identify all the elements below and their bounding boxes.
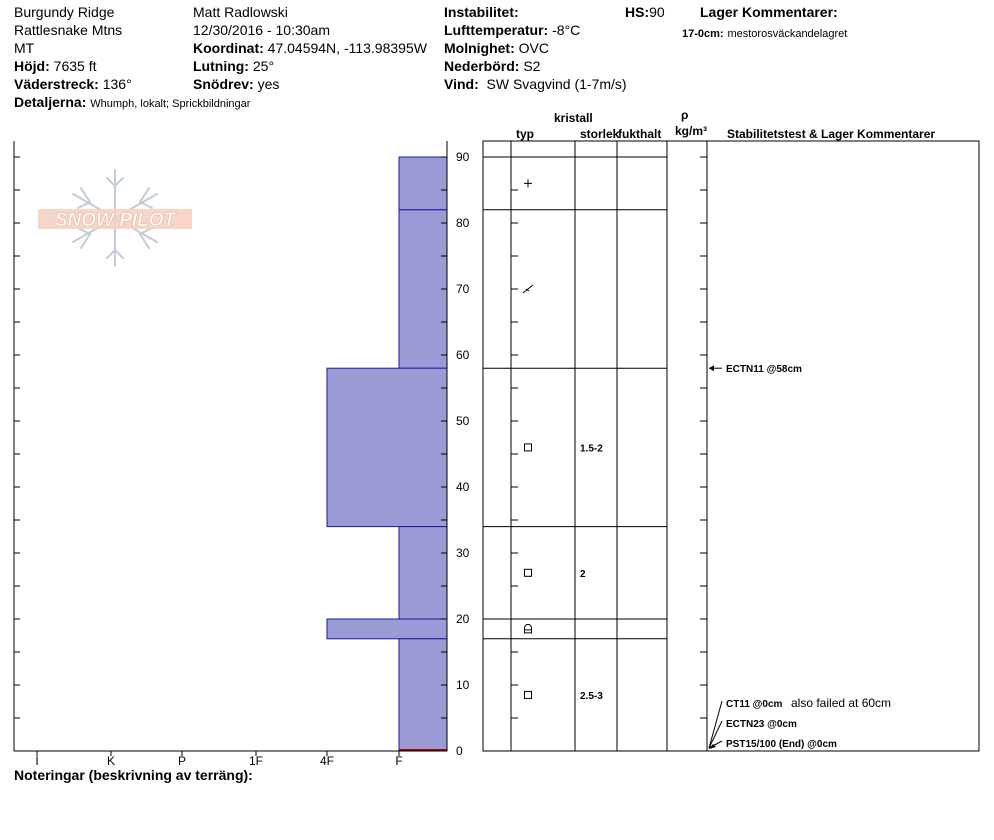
grain-type-square-icon [525, 569, 532, 576]
coordinates-label: Koordinat: [193, 40, 264, 56]
y-tick-label: 50 [456, 414, 470, 428]
wind-drift-label: Snödrev: [193, 76, 254, 92]
notes-label: Noteringar (beskrivning av terräng): [14, 767, 253, 783]
sky-cover-value: OVC [518, 40, 549, 56]
details-label: Detaljerna: [14, 94, 87, 110]
logo-text: SNOW PILOT [54, 210, 176, 231]
moisture-header: fukthalt [618, 127, 662, 141]
x-tick-label: I [35, 754, 39, 768]
y-tick-label: 20 [456, 612, 470, 626]
hs-label: HS: [625, 4, 650, 20]
observer: Matt Radlowski [193, 4, 288, 20]
date-time: 12/30/2016 - 10:30am [193, 22, 330, 38]
grain-size-label: 1.5-2 [580, 443, 603, 455]
density-unit: kg/m³ [675, 124, 708, 138]
y-tick-label: 70 [456, 282, 470, 296]
instability-label: Instabilitet: [444, 4, 519, 20]
grain-type-square-icon [525, 444, 532, 451]
grain-size-label: 2 [580, 568, 586, 580]
air-temperature-value: -8°C [552, 22, 581, 38]
type-header: typ [516, 127, 534, 141]
mountain-range: Rattlesnake Mtns [14, 22, 123, 38]
y-tick-label: 60 [456, 348, 470, 362]
grain-type-square-icon [525, 691, 532, 698]
slope-label: Lutning: [193, 58, 249, 74]
grain-type-cup-icon [525, 624, 532, 633]
layer-comment-text: mestorosväckandelagret [727, 28, 848, 40]
size-header: storlek [580, 127, 620, 141]
precipitation-value: S2 [523, 58, 541, 74]
y-tick-label: 10 [456, 678, 470, 692]
precipitation-label: Nederbörd: [444, 58, 520, 74]
elevation-value: 7635 ft [53, 58, 97, 74]
details-value: Whumph, lokalt; Sprickbildningar [90, 98, 251, 110]
grain-type-plus-icon [524, 179, 532, 187]
aspect-value: 136° [102, 76, 132, 92]
sky-cover-label: Molnighet: [444, 40, 515, 56]
wind-drift-value: yes [257, 76, 280, 92]
y-tick-label: 80 [456, 216, 470, 230]
x-tick-label: 1F [248, 754, 264, 768]
air-temperature-label: Lufttemperatur: [444, 22, 549, 38]
y-tick-label: 30 [456, 546, 470, 560]
x-tick-label: F [395, 754, 403, 768]
y-tick-label: 40 [456, 480, 470, 494]
wind-value: SW Svagvind (1-7m/s) [486, 76, 627, 92]
y-tick-label: 90 [456, 150, 470, 164]
y-tick-label: 0 [456, 744, 463, 758]
test-note: also failed at 60cm [791, 696, 892, 710]
test-label: ECTN11 @58cm [726, 364, 802, 376]
table-border [483, 141, 979, 751]
coordinates-value: 47.04594N, -113.98395W [267, 40, 427, 56]
test-label: ECTN23 @0cm [726, 719, 797, 730]
x-tick-label: K [106, 754, 116, 768]
location-name: Burgundy Ridge [14, 4, 115, 20]
hs-value: 90 [649, 4, 665, 20]
grain-type-slash-icon [523, 285, 533, 293]
stability-header: Stabilitetstest & Lager Kommentarer [727, 127, 936, 141]
density-symbol: ρ [681, 108, 689, 122]
state: MT [14, 40, 35, 56]
crystal-header: kristall [554, 111, 593, 125]
x-tick-label: P [177, 754, 187, 768]
grain-size-label: 2.5-3 [580, 690, 603, 702]
test-label: PST15/100 (End) @0cm [726, 739, 837, 750]
slope-value: 25° [252, 58, 275, 74]
test-arrow-icon [709, 365, 714, 371]
x-tick-label: 4F [319, 754, 335, 768]
test-label: CT11 @0cm [726, 699, 783, 710]
elevation-label: Höjd: [14, 58, 50, 74]
layer-comment-depth: 17-0cm: [682, 28, 724, 40]
layer-comments-label: Lager Kommentarer: [700, 4, 838, 20]
wind-label: Vind: [444, 76, 479, 92]
aspect-label: Väderstreck: [14, 76, 99, 92]
